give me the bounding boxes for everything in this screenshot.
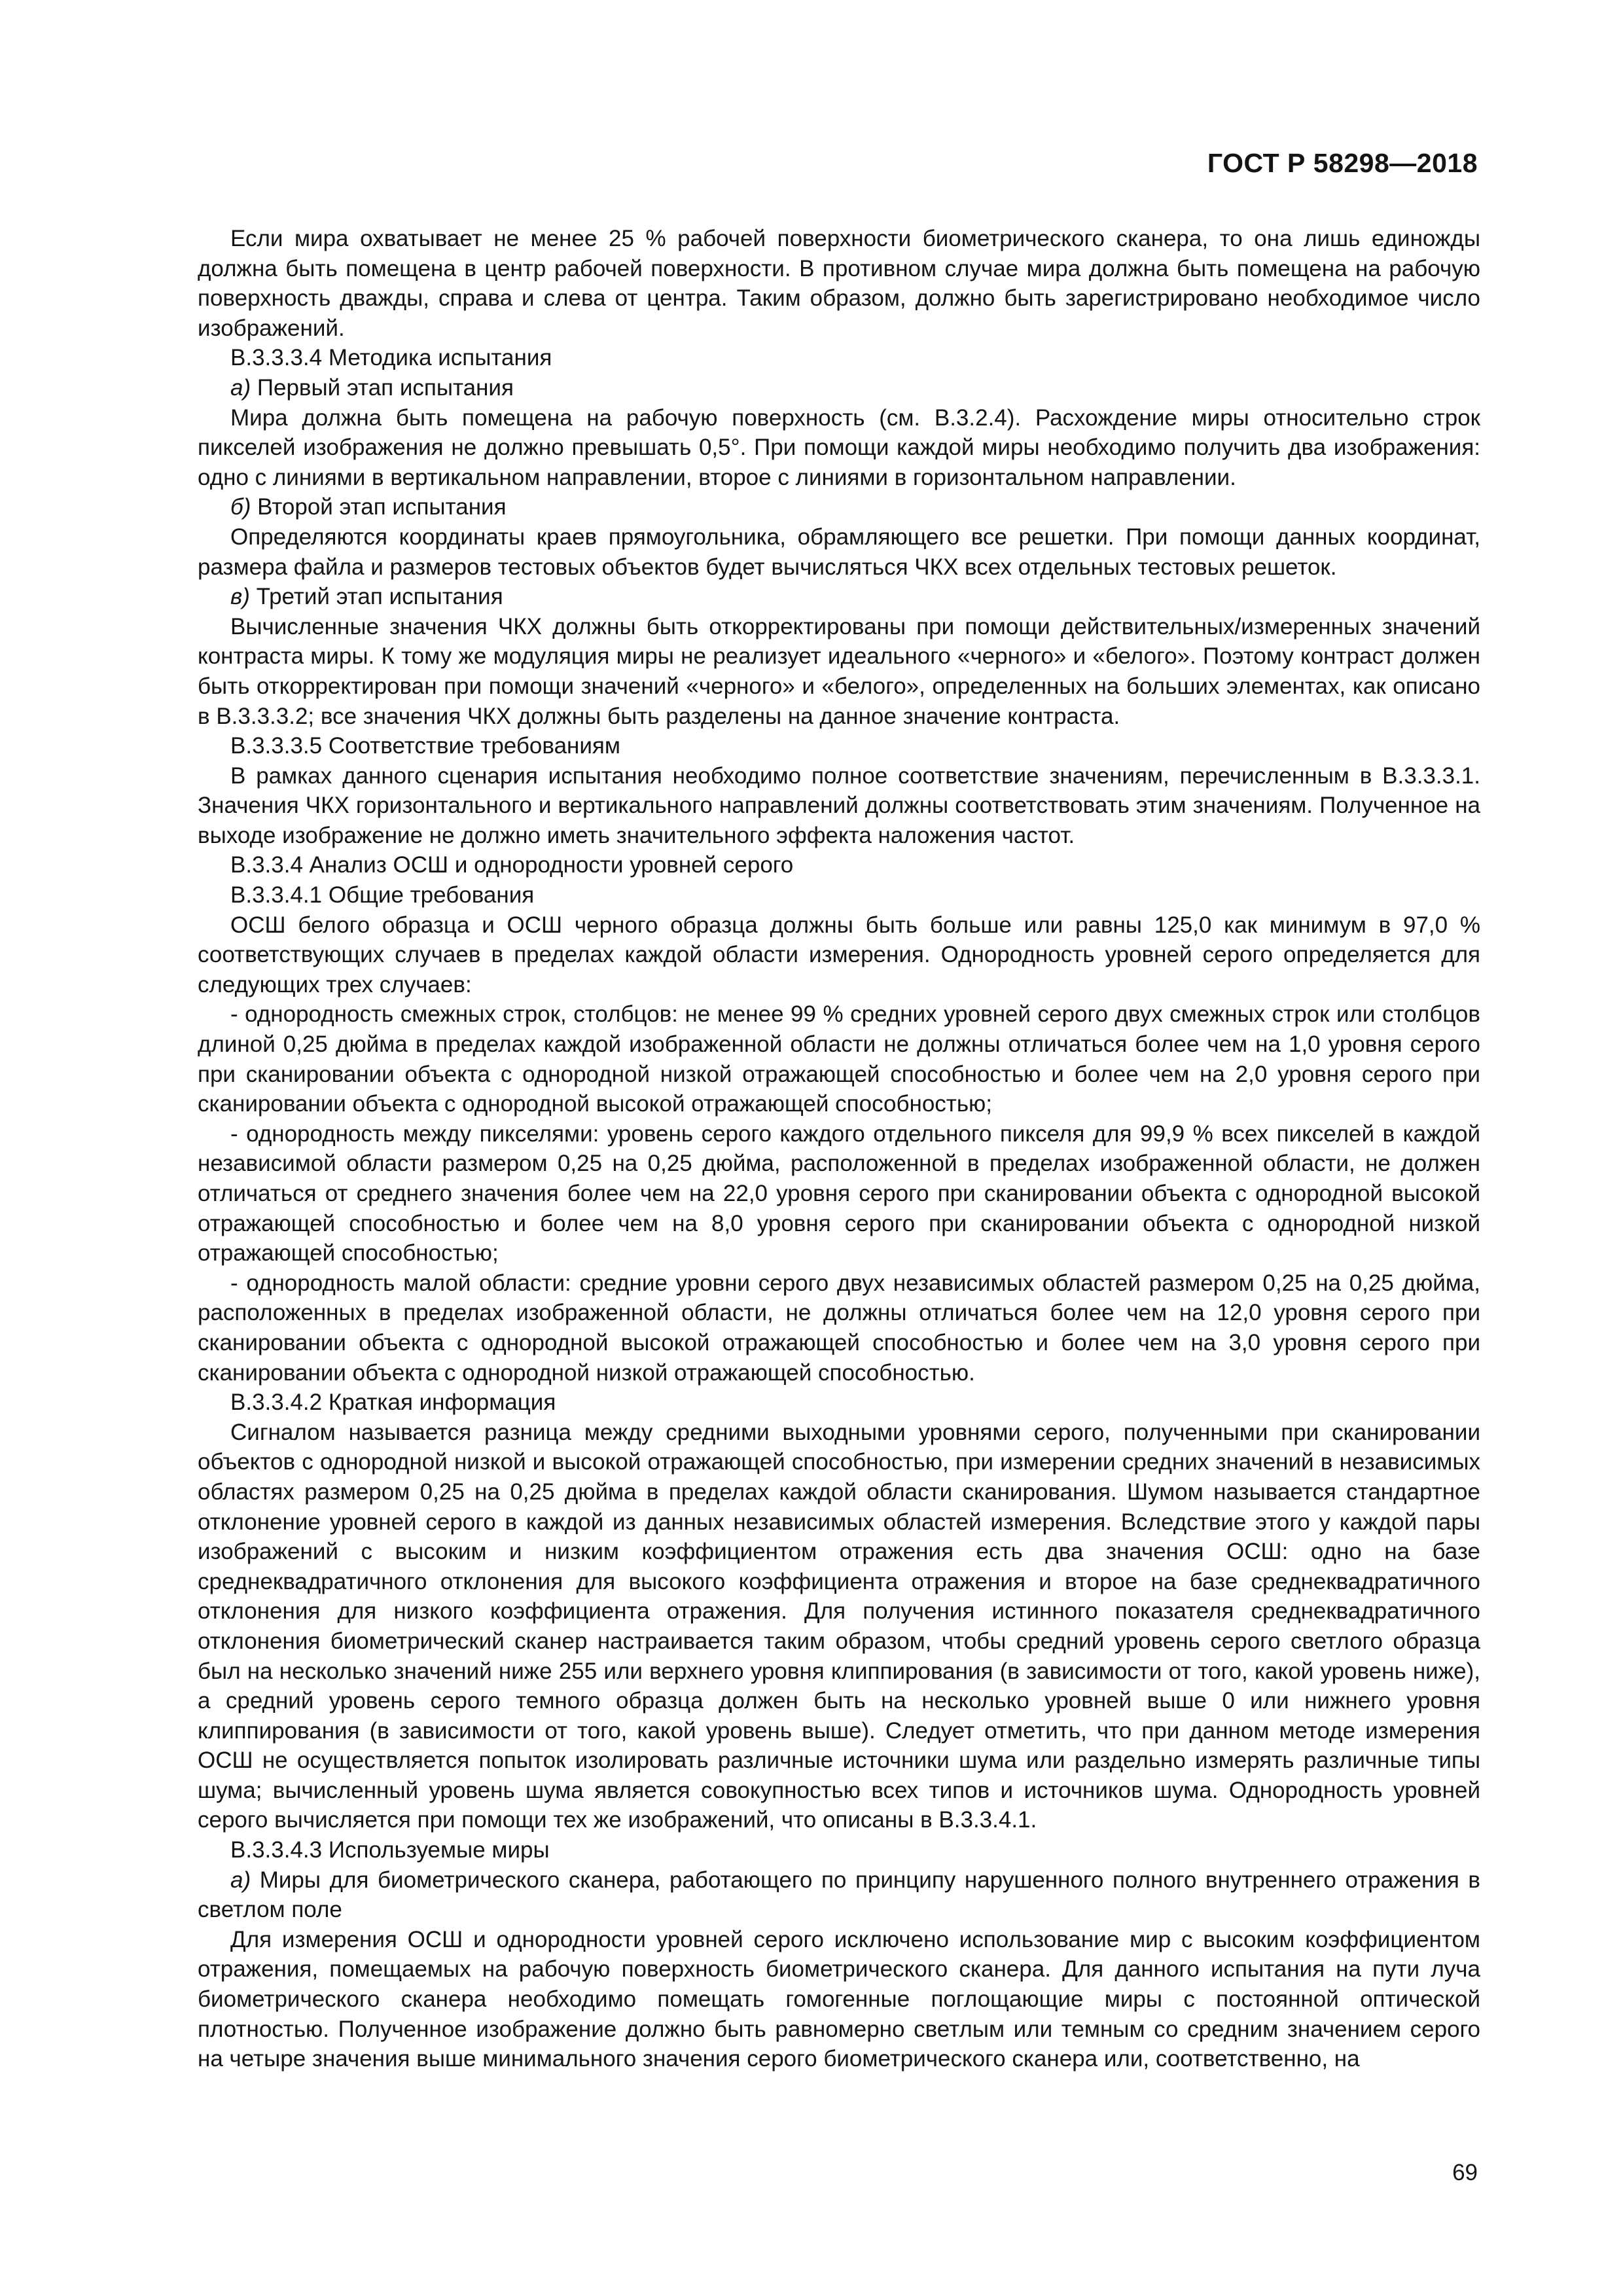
- list-item-small-area-uniformity: - однородность малой области: средние уровни серого двух независимых областей размером 0,25 на 0,25 дюйма, расположенных в пределах изображенной области, не должны отличаться более чем на 12,0 уровня серого при сканировании объекта с однородной высокой отражающей способностью и более чем на 3,0 уровня серого при сканировании объекта с однородной низкой отражающей способностью.: [198, 1270, 1480, 1386]
- list-marker-b: б): [230, 494, 251, 520]
- section-heading-used-targets: В.3.3.4.3 Используемые миры: [230, 1837, 550, 1863]
- paragraph-second-step: Определяются координаты краев прямоугольника, обрамляющего все решетки. При помощи данных координат, размера файла и размеров тестовых объектов будет вычисляться ЧКХ всех отдельных тестовых решеток.: [198, 524, 1480, 580]
- section-heading-general-requirements: В.3.3.4.1 Общие требования: [230, 882, 535, 908]
- step-heading-first-text: Первый этап испытания: [251, 374, 514, 401]
- paragraph-summary: Сигналом называется разница между средними выходными уровнями серого, полученными при сканировании объектов с однородной низкой и высокой отражающей способностью, при измерении средних значений в независимых областях размером 0,25 на 0,25 дюйма в пределах каждой области сканирования. Шумом называется стандартное отклонение уровней серого в каждой из данных независимых областей измерения. Вследствие этого у каждой пары изображений с высоким и низким коэффициентом отражения есть два значения ОСШ: одно на базе среднеквадратичного отклонения для высокого коэффициента отражения и второе на базе среднеквадратичного отклонения для низкого коэффициента отражения. Для получения истинного показателя среднеквадратичного отклонения биометрический сканер настраивается таким образом, чтобы средний уровень серого светлого образца был на несколько значений ниже 255 или верхнего уровня клиппирования (в зависимости от того, какой уровень ниже), а средний уровень серого темного образца должен быть на несколько уровней выше 0 или нижнего уровня клиппирования (в зависимости от того, какой уровень выше). Следует отметить, что при данном методе измерения ОСШ не осуществляется попыток изолировать различные источники шума или раздельно измерять различные типы шума; вычисленный уровень шума является совокупностью всех типов и источников шума. Однородность уровней серого вычисляется при помощи тех же изображений, что описаны в В.3.3.4.1.: [198, 1419, 1480, 1833]
- section-heading-test-method: В.3.3.3.4 Методика испытания: [230, 345, 552, 371]
- paragraph-target-type-a-text: Миры для биометрического сканера, работающего по принципу нарушенного полного внутреннего отражения в светлом поле: [198, 1867, 1480, 1923]
- step-heading-third: [198, 582, 1480, 612]
- section-heading-compliance: В.3.3.3.5 Соответствие требованиям: [230, 733, 620, 759]
- section-heading-snr-analysis: В.3.3.4 Анализ ОСШ и однородности уровней серого: [230, 852, 794, 878]
- step-heading-third-text: Третий этап испытания: [249, 584, 503, 610]
- step-heading-first: [198, 373, 1480, 403]
- list-marker-v: в): [230, 584, 250, 610]
- step-heading-second-text: Второй этап испытания: [251, 494, 507, 520]
- document-body: [198, 224, 1480, 2074]
- page-number: 69: [1452, 2160, 1478, 2185]
- paragraph-mira-placement: Если мира охватывает не менее 25 % рабочей поверхности биометрического сканера, то она лишь единожды должна быть помещена в центр рабочей поверхности. В противном случае мира должна быть помещена на рабочую поверхность дважды, справа и слева от центра. Таким образом, должно быть зарегистрировано необходимое число изображений.: [198, 226, 1480, 341]
- paragraph-target-type-a: [198, 1865, 1480, 1925]
- paragraph-third-step: Вычисленные значения ЧКХ должны быть откорректированы при помощи действительных/измеренных значений контраста миры. К тому же модуляция миры не реализует идеального «черного» и «белого». Поэтому контраст должен быть откорректирован при помощи значений «черного» и «белого», определенных на больших элементах, как описано в В.3.3.3.2; все значения ЧКХ должны быть разделены на данное значение контраста.: [198, 613, 1480, 729]
- paragraph-first-step: Мира должна быть помещена на рабочую поверхность (см. В.3.2.4). Расхождение миры относительно строк пикселей изображения не должно превышать 0,5°. При помощи каждой миры необходимо получить два изображения: одно с линиями в вертикальном направлении, второе с линиями в горизонтальном направлении.: [198, 404, 1480, 490]
- list-marker-a: а): [230, 374, 251, 401]
- list-item-pixel-uniformity: - однородность между пикселями: уровень серого каждого отдельного пикселя для 99,9 % всех пикселей в каждой независимой области размером 0,25 на 0,25 дюйма, расположенной в пределах изображенной области, не должен отличаться от среднего значения более чем на 22,0 уровня серого при сканировании объекта с однородной высокой отражающей способностью и более чем на 8,0 уровня серого при сканировании объекта с однородной низкой отражающей способностью;: [198, 1121, 1480, 1266]
- list-item-adjacent-uniformity: - однородность смежных строк, столбцов: не менее 99 % средних уровней серого двух смежных строк или столбцов длиной 0,25 дюйма в пределах каждой изображенной области не должны отличаться более чем на 1,0 уровня серого при сканировании объекта с однородной низкой отражающей способностью и более чем на 2,0 уровня серого при сканировании объекта с однородной высокой отражающей способностью;: [198, 1001, 1480, 1117]
- list-marker-a-targets: а): [230, 1867, 251, 1893]
- paragraph-compliance: В рамках данного сценария испытания необходимо полное соответствие значениям, перечисленным в В.3.3.3.1. Значения ЧКХ горизонтального и вертикального направлений должны соответствовать этим значениям. Полученное на выходе изображение не должно иметь значительного эффекта наложения частот.: [198, 762, 1480, 848]
- section-heading-summary: В.3.3.4.2 Краткая информация: [230, 1390, 556, 1416]
- paragraph-general-requirements: ОСШ белого образца и ОСШ черного образца должны быть больше или равны 125,0 как минимум в 97,0 % соответствующих случаев в пределах каждой области измерения. Однородность уровней серого определяется для следующих трех случаев:: [198, 912, 1480, 997]
- step-heading-second: [198, 492, 1480, 522]
- document-standard-header: ГОСТ Р 58298—2018: [1207, 148, 1478, 178]
- paragraph-target-measurement: Для измерения ОСШ и однородности уровней серого исключено использование мир с высоким коэффициентом отражения, помещаемых на рабочую поверхность биометрического сканера. Для данного испытания на пути луча биометрического сканера необходимо помещать гомогенные поглощающие миры с постоянной оптической плотностью. Полученное изображение должно быть равномерно светлым или темным со средним значением серого на четыре значения выше минимального значения серого биометрического сканера или, соответственно, на: [198, 1926, 1480, 2072]
